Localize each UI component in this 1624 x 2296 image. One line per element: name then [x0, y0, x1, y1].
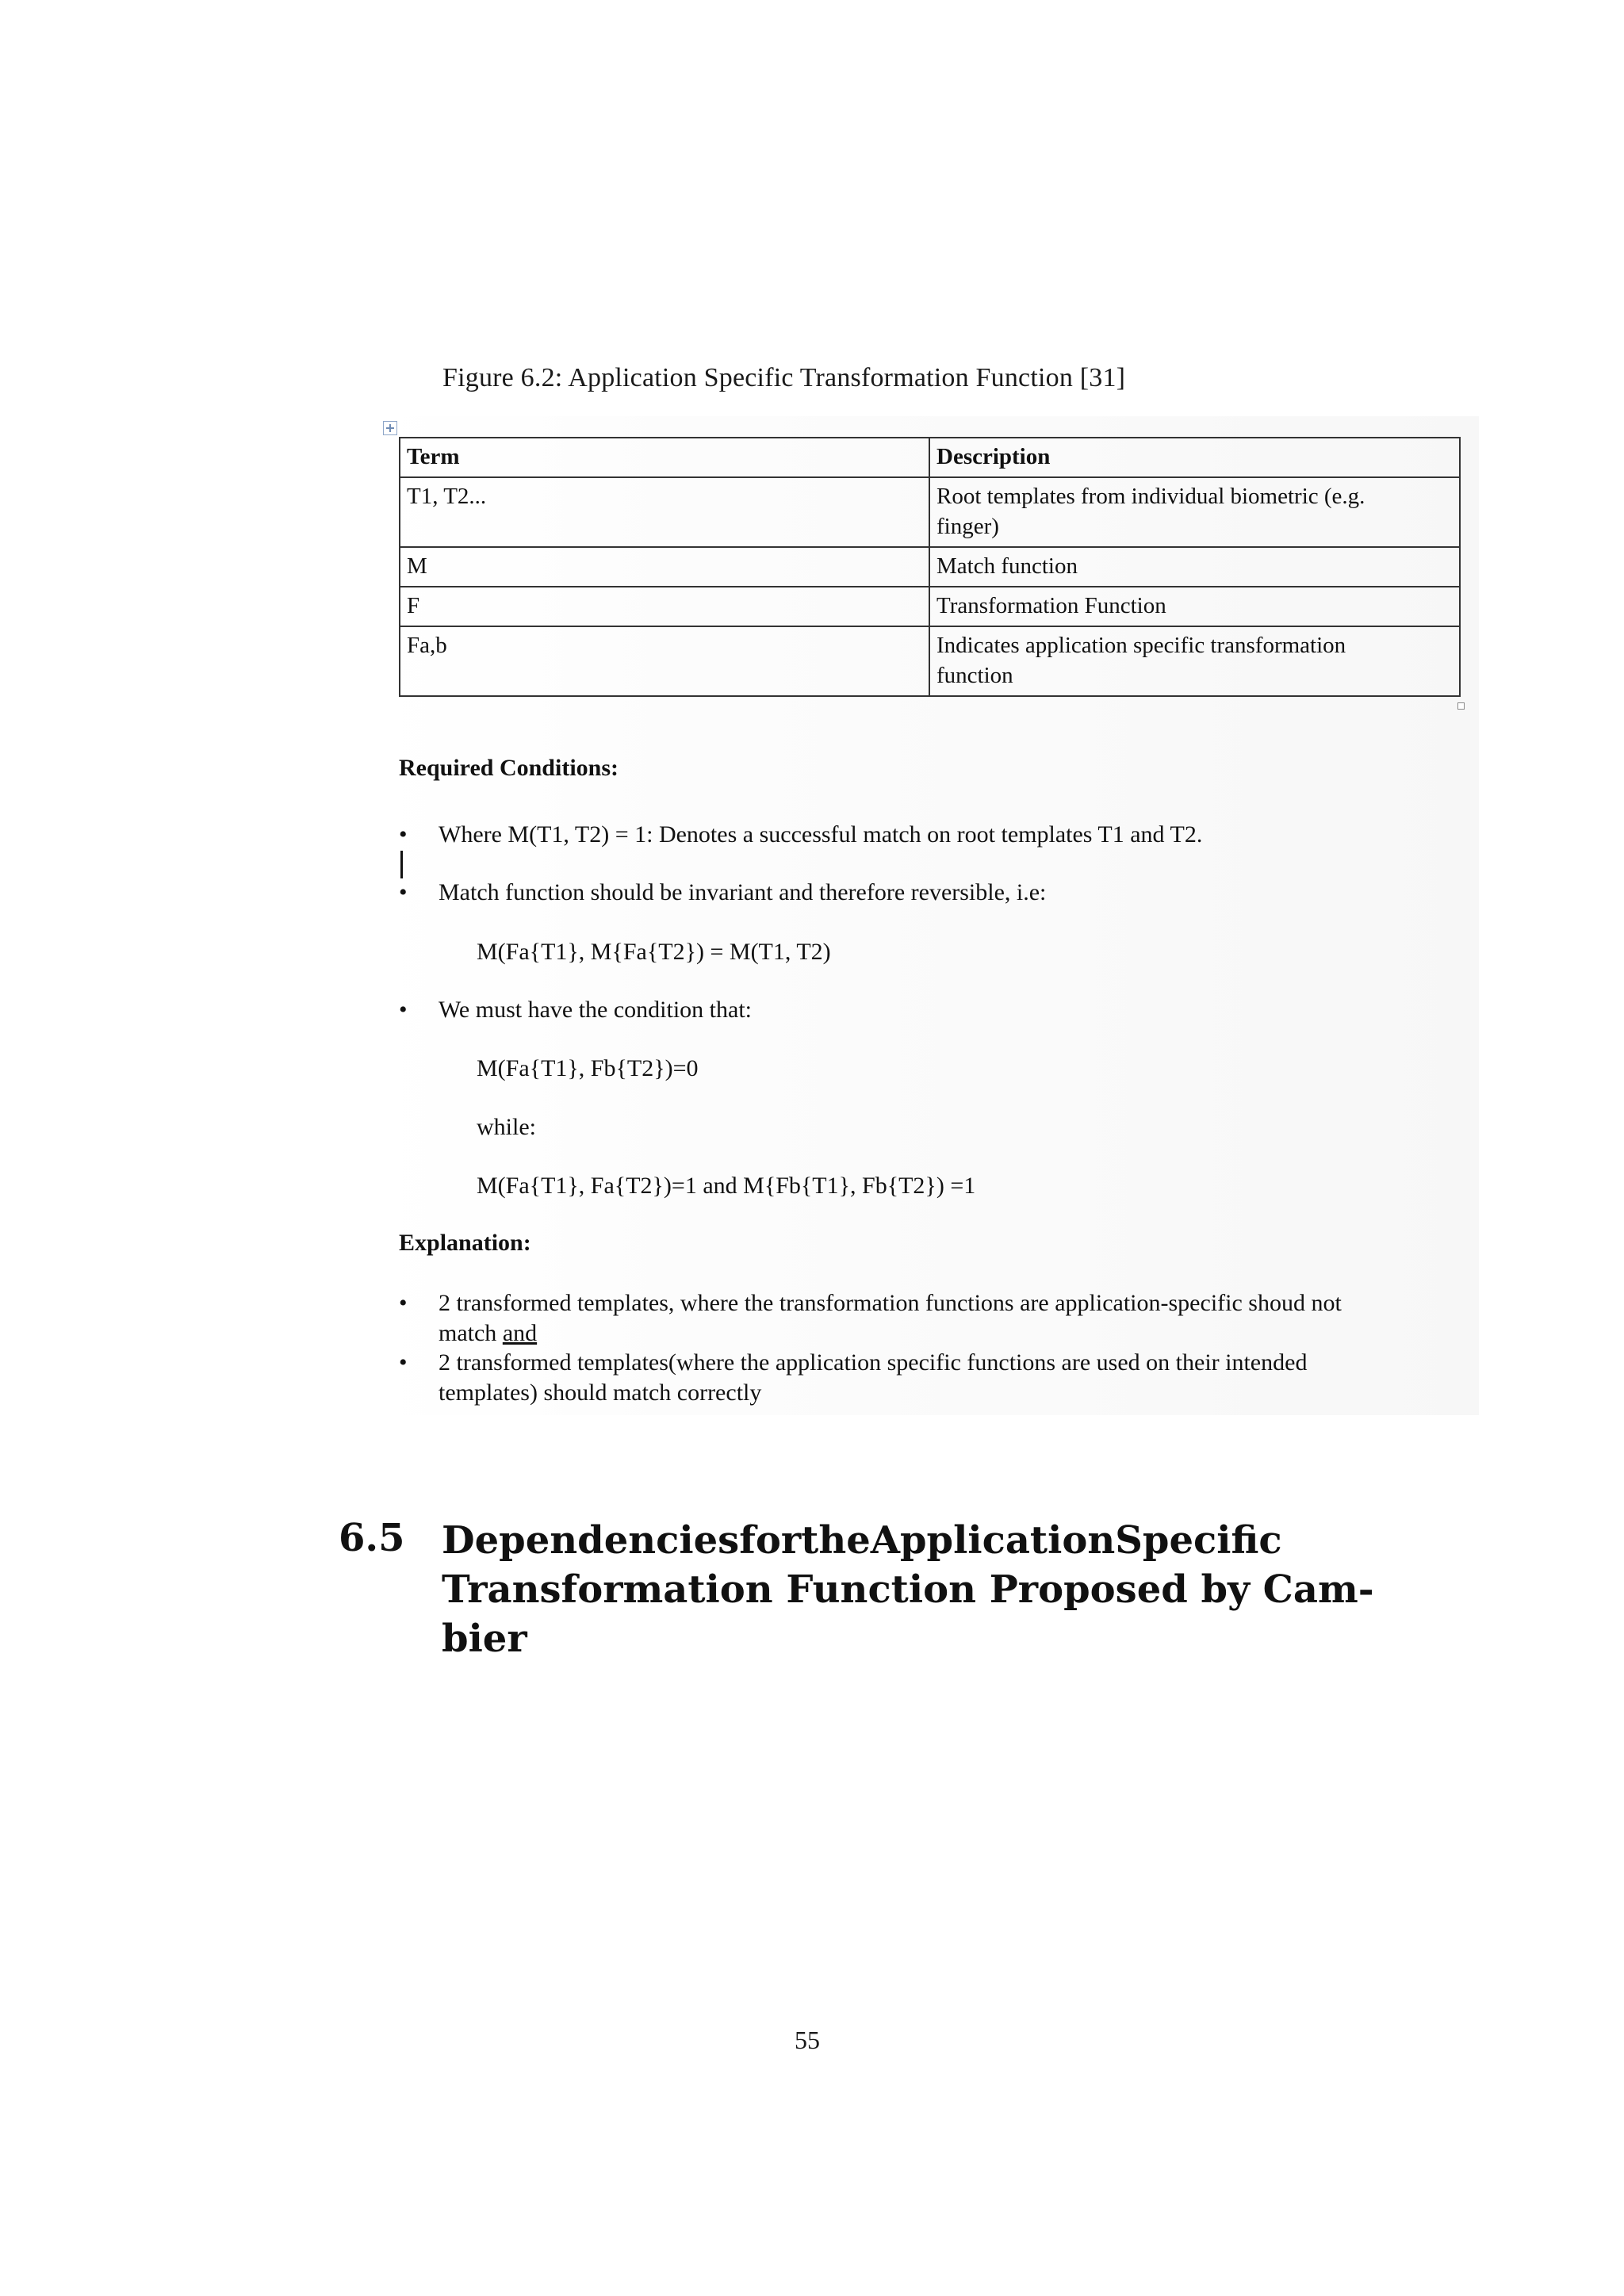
section-number: 6.5	[339, 1516, 405, 1560]
condition-1-text: Where M(T1, T2) = 1: Denotes a successful match on root templates T1 and T2.	[439, 821, 1203, 848]
text-cursor	[400, 851, 403, 878]
term-cell: Fa,b	[400, 626, 929, 696]
table-row	[400, 477, 1460, 547]
bullet-symbol: •	[399, 1349, 408, 1376]
table-row	[400, 626, 1460, 696]
bullet-symbol: •	[399, 997, 408, 1023]
condition-3-text: We must have the condition that:	[439, 997, 752, 1023]
term-cell: M	[400, 547, 929, 587]
while-label: while:	[477, 1114, 536, 1140]
heading-word: for	[739, 1518, 802, 1563]
term-cell: F	[400, 587, 929, 626]
section-heading-line-1	[442, 1516, 1281, 1565]
description-line: Indicates application specific transformation	[936, 633, 1346, 658]
section-heading-line-3: bier	[442, 1617, 527, 1661]
table-row	[400, 587, 1460, 626]
page-number: 55	[795, 2026, 820, 2054]
table-move-handle-icon[interactable]	[383, 421, 397, 435]
description-cell	[929, 477, 1460, 547]
figure-caption: Figure 6.2: Application Specific Transformation Function [31]	[442, 363, 1126, 392]
section-heading-line-2: Transformation Function Proposed by Cam-	[442, 1567, 1374, 1612]
explanation-2-line-2: templates) should match correctly	[439, 1380, 762, 1406]
explanation-1-line-1: 2 transformed templates, where the transformation functions are application-specific shoud not	[439, 1290, 1342, 1316]
description-cell: Match function	[929, 547, 1460, 587]
term-cell: T1, T2...	[400, 477, 929, 547]
required-conditions-title: Required Conditions:	[399, 755, 619, 781]
formula-mismatch: M(Fa{T1}, Fb{T2})=0	[477, 1055, 699, 1081]
bullet-symbol: •	[399, 821, 408, 848]
table-header-term: Term	[400, 438, 929, 477]
condition-2-text: Match function should be invariant and therefore reversible, i.e:	[439, 879, 1047, 905]
explanation-text: match	[439, 1320, 503, 1346]
explanation-2-line-1: 2 transformed templates(where the application specific functions are used on their intended	[439, 1349, 1308, 1376]
description-line: finger)	[936, 514, 999, 539]
formula-invariance: M(Fa{T1}, M{Fa{T2}) = M(T1, T2)	[477, 939, 831, 965]
heading-word: Application	[870, 1518, 1116, 1563]
description-cell: Transformation Function	[929, 587, 1460, 626]
underlined-and: and	[502, 1320, 538, 1346]
explanation-title: Explanation:	[399, 1230, 531, 1256]
formula-match: M(Fa{T1}, Fa{T2})=1 and M{Fb{T1}, Fb{T2}) =1	[477, 1173, 976, 1199]
section-heading	[442, 1516, 1374, 1663]
description-cell	[929, 626, 1460, 696]
terms-table	[399, 437, 1461, 697]
table-header-description: Description	[929, 438, 1460, 477]
table-header-row	[400, 438, 1460, 477]
description-line: Root templates from individual biometric (e.g.	[936, 484, 1365, 509]
bullet-symbol: •	[399, 1290, 408, 1316]
heading-word: Dependencies	[442, 1518, 740, 1563]
description-line: function	[936, 663, 1013, 688]
table-resize-handle[interactable]	[1457, 702, 1465, 710]
heading-word: Specific	[1115, 1518, 1282, 1563]
bullet-symbol: •	[399, 879, 408, 905]
table-row	[400, 547, 1460, 587]
explanation-1-line-2	[439, 1318, 537, 1349]
heading-word: the	[801, 1518, 871, 1563]
